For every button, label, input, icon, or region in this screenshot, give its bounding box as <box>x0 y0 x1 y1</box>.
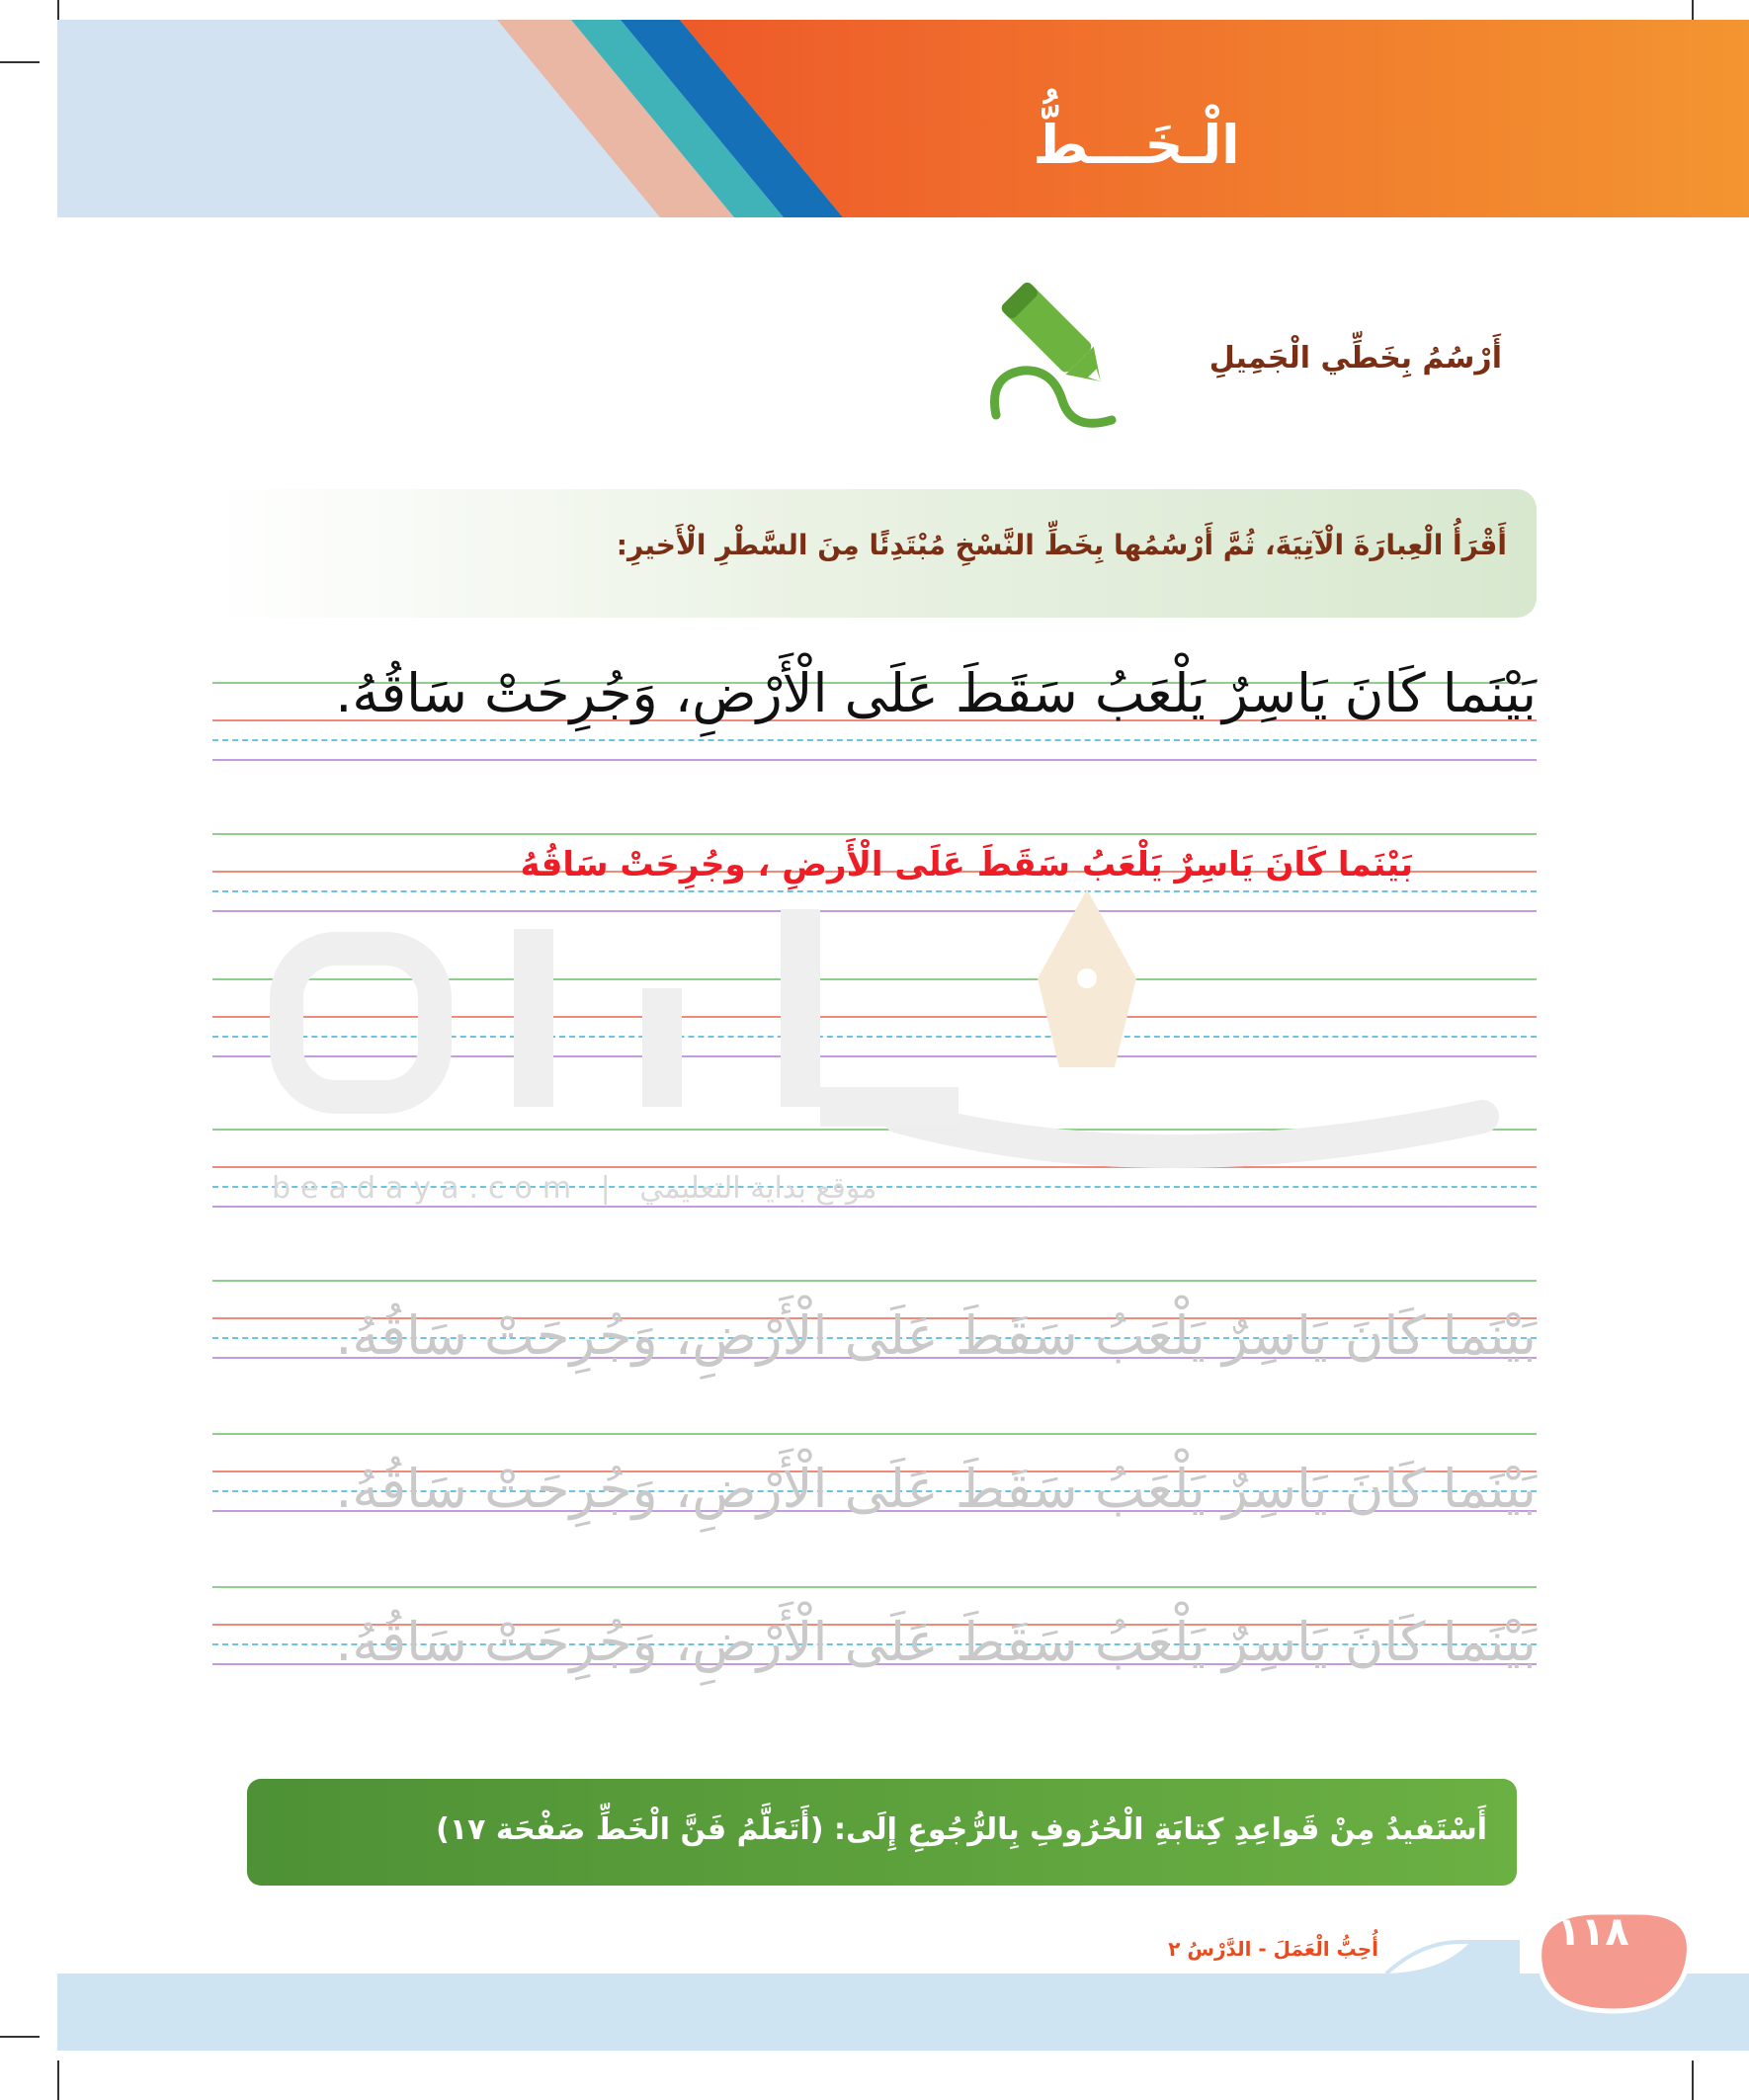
page-title: الْـخَـــطُّ <box>1033 114 1240 176</box>
instruction-box <box>212 489 1537 618</box>
model-sentence: بَيْنَما كَانَ يَاسِرٌ يَلْعَبُ سَقَطَ عَلَى الْأَرْضِ، وَجُرِحَتْ سَاقُهُ. <box>335 662 1537 724</box>
footer-caption: أُحِبُّ الْعَمَلَ - الدَّرْسُ ٢ <box>1168 1937 1378 1961</box>
crop-mark <box>0 2036 40 2038</box>
footer-band <box>57 1912 1749 2051</box>
pen-writing-icon <box>978 262 1126 440</box>
tip-text: أَسْتَفيدُ مِنْ قَواعِدِ كِتابَةِ الْحُرُوفِ بِالرُّجُوعِ إِلَى: (أَتَعَلَّمُ فَنَّ الْخَطِّ صَفْحَة ١٧) <box>436 1812 1487 1847</box>
watermark-logo <box>267 870 1512 1196</box>
crop-mark <box>57 2060 59 2100</box>
crop-mark <box>1692 2060 1694 2100</box>
crop-mark <box>0 61 40 63</box>
tip-box <box>247 1779 1517 1886</box>
instruction-text: أَقْرَأُ الْعِبارَةَ الْآتِيَةَ، ثُمَّ أَرْسُمُها بِخَطِّ النَّسْخِ مُبْتَدِئًا مِنَ السَّطْرِ الْأَخيرِ: <box>616 529 1507 561</box>
handwritten-answer: بَيْنَما كَانَ يَاسِرٌ يَلْعَبُ سَقَطَ عَلَى الْأَرضِ ، وجُرِحَتْ سَاقُهُ <box>520 845 1413 884</box>
watermark-site: beadaya.com | موقع بداية التعليمي <box>272 1171 877 1206</box>
trace-line: بَيْنَما كَانَ يَاسِرٌ يَلْعَبُ سَقَطَ عَلَى الْأَرْضِ، وَجُرِحَتْ سَاقُهُ. <box>335 1304 1537 1367</box>
trace-line: بَيْنَما كَانَ يَاسِرٌ يَلْعَبُ سَقَطَ عَلَى الْأَرْضِ، وَجُرِحَتْ سَاقُهُ. <box>335 1611 1537 1673</box>
trace-line: بَيْنَما كَانَ يَاسِرٌ يَلْعَبُ سَقَطَ عَلَى الْأَرْضِ، وَجُرِحَتْ سَاقُهُ. <box>335 1458 1537 1520</box>
page-number: ١١٨ <box>1556 1909 1629 1955</box>
section-subtitle: أَرْسُمُ بِخَطِّي الْجَمِيلِ <box>1208 341 1502 376</box>
